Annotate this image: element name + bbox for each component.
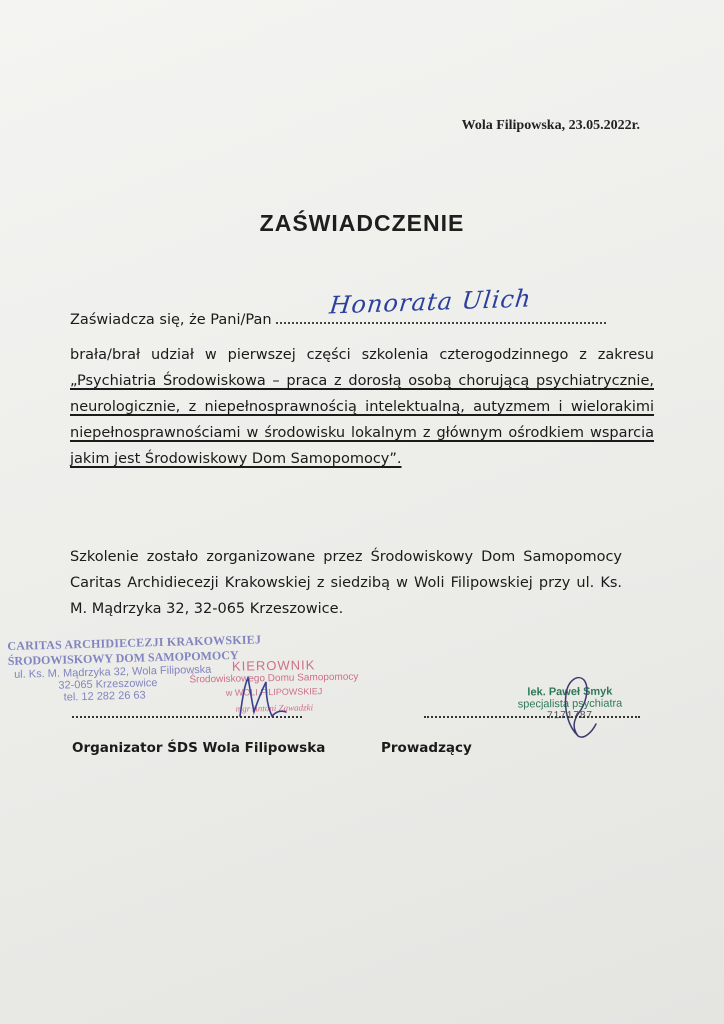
leader-label: Prowadzący [381,740,472,756]
psychiatrist-stamp-line: specjalista psychiatra [517,697,623,711]
psychiatrist-signature [548,670,608,742]
participation-paragraph [70,342,654,472]
director-signature [232,672,292,722]
handwritten-name: Honorata Ulich [328,284,534,320]
director-stamp-line: KIEROWNIK [231,657,316,674]
caritas-stamp-line: ul. Ks. M. Mądrzyka 32, Wola Filipowska [13,663,212,681]
psychiatrist-stamp-line: lek. Paweł Smyk [527,685,613,699]
caritas-stamp-line: CARITAS ARCHIDIECEZJI KRAKOWSKIEJ [7,632,262,654]
caritas-stamp-line: 32-065 Krzeszowice [58,677,158,692]
caritas-stamp-line: tel. 12 282 26 63 [63,689,146,704]
caritas-stamp-line: ŚRODOWISKOWY DOM SAMOPOMOCY [7,647,239,669]
course-title: „Psychiatria Środowiskowa – praca z dorosłą osobą chorującą psychiatrycznie, neurologicznie, z niepełnosprawnością intelektualną, autyzmem i wielorakimi niepełnosprawnościami w środowisku lokalnym z głównym ośrodkiem wsparcia jakim jest Środowiskowy Dom Samopomocy”. [70,373,654,467]
participation-intro: brała/brał udział w pierwszej części szkolenia czterogodzinnego z zakresu [70,347,654,363]
director-stamp-line: Środowiskowego Domu Samopomocy [189,671,359,686]
organizer-paragraph: Szkolenie zostało zorganizowane przez Środowiskowy Dom Samopomocy Caritas Archidiecezji Krakowskiej z siedzibą w Woli Filipowskiej przy ul. Ks. M. Mądrzyka 32, 32-065 Krzeszowice. [70,549,622,617]
certify-prefix: Zaświadcza się, że Pani/Pan [70,312,272,328]
organizer-label: Organizator ŚDS Wola Filipowska [72,740,326,756]
director-stamp-line: w WOLI FILIPOWSKIEJ [225,686,323,698]
document-title: ZAŚWIADCZENIE [259,210,465,236]
psychiatrist-stamp-line: 7171787 [547,709,594,722]
organizer-signature-line [72,716,302,718]
leader-signature-line [424,716,640,718]
director-stamp-line: mgr Antoni Zawadzki [235,702,314,714]
date-place: Wola Filipowska, 23.05.2022r. [461,118,640,133]
